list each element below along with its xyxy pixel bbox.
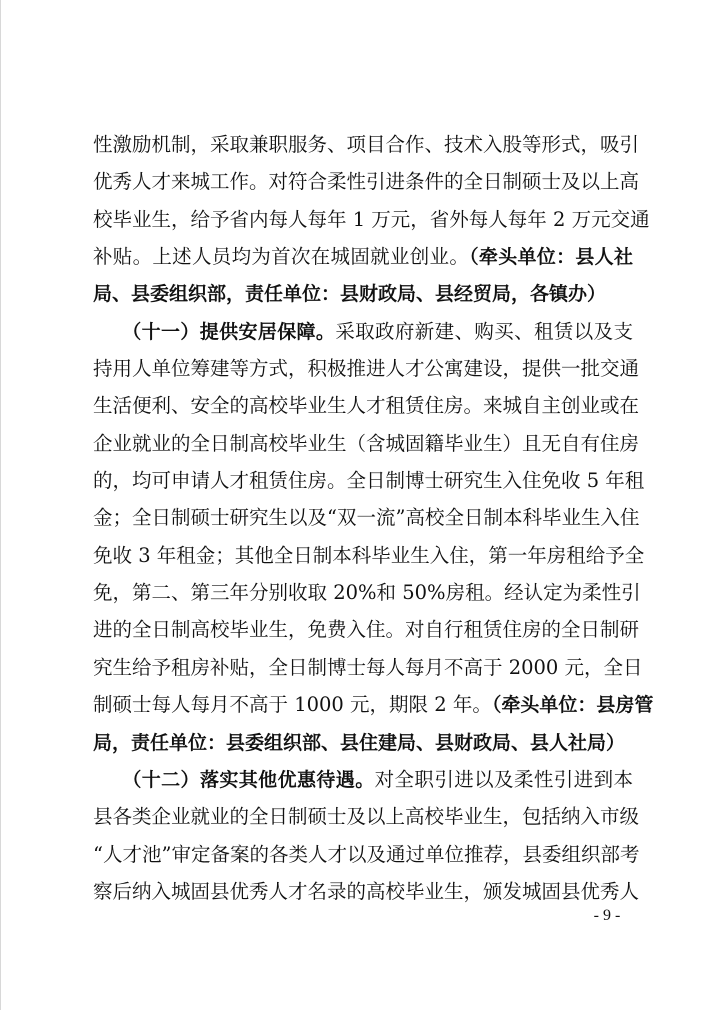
text-segment: 县各类企业就业的全日制硕士及以上高校毕业生，包括纳入市级 xyxy=(93,805,640,829)
text-segment: 进的全日制高校毕业生，免费入住。对自行租赁住房的全日制研 xyxy=(93,618,640,642)
bold-text-segment: （十一）提供安居保障。 xyxy=(93,320,336,343)
text-line xyxy=(93,686,654,723)
text-line xyxy=(93,387,640,424)
text-line xyxy=(93,574,641,611)
bold-text-segment: 局，责任单位：县委组织部、县住建局、县财政局、县人社局） xyxy=(93,731,626,754)
text-segment: 企业就业的全日制高校毕业生（含城固籍毕业生）且无自有住房 xyxy=(93,431,640,455)
bold-text-segment: （牵头单位：县房管 xyxy=(491,694,654,717)
text-segment: 性激励机制，采取兼职服务、项目合作、技术入股等形式，吸引 xyxy=(93,133,640,156)
text-line xyxy=(93,761,633,798)
text-line xyxy=(93,499,640,536)
text-line xyxy=(93,798,640,835)
text-segment: 察后纳入城固县优秀人才名录的高校毕业生，颁发城固县优秀人 xyxy=(93,879,640,903)
text-line xyxy=(93,724,633,761)
text-segment: 金；全日制硕士研究生以及“双一流”高校全日制本科毕业生入住 xyxy=(93,506,640,530)
bold-text-segment: （牵头单位：县人社 xyxy=(469,246,633,269)
text-segment: “人才池”审定备案的各类人才以及通过单位推荐，县委组织部考 xyxy=(93,842,640,866)
text-segment: 生活便利、安全的高校毕业生人才租赁住房。来城自主创业或在 xyxy=(93,394,640,418)
text-line xyxy=(93,537,645,574)
document-body xyxy=(93,126,654,910)
text-line xyxy=(93,313,633,350)
text-line xyxy=(93,462,645,499)
text-segment: 制硕士每人每月不高于 1000 元，期限 2 年。 xyxy=(93,693,492,717)
text-segment: 校毕业生，给予省内每人每年 1 万元，省外每人每年 2 万元交通 xyxy=(93,207,650,231)
text-segment: 的，均可申请人才租赁住房。全日制博士研究生入住免收 5 年租 xyxy=(93,469,645,493)
text-segment: 补贴。上述人员均为首次在城固就业创业。 xyxy=(93,245,470,269)
text-segment: 免，第二、第三年分别收取 20%和 50%房租。经认定为柔性引 xyxy=(93,581,641,605)
text-line xyxy=(93,201,650,238)
text-segment: 优秀人才来城工作。对符合柔性引进条件的全日制硕士及以上高 xyxy=(93,170,640,194)
text-line xyxy=(93,238,633,275)
bold-text-segment: （十二）落实其他优惠待遇。 xyxy=(93,768,375,791)
text-segment: 对全职引进以及柔性引进到本 xyxy=(374,767,633,791)
text-line xyxy=(93,350,640,387)
text-segment: 采取政府新建、购买、租赁以及支 xyxy=(335,319,633,343)
text-line xyxy=(93,275,633,312)
text-segment: 究生给予租房补贴，全日制博士每人每月不高于 2000 元，全日 xyxy=(93,655,643,679)
text-line xyxy=(93,425,640,462)
text-line xyxy=(93,163,640,200)
text-line xyxy=(93,873,640,910)
page-number: - 9 - xyxy=(593,907,621,924)
text-segment: 持用人单位筹建等方式，积极推进人才公寓建设，提供一批交通 xyxy=(93,357,640,381)
text-segment: 免收 3 年租金；其他全日制本科毕业生入住，第一年房租给予全 xyxy=(93,543,645,567)
text-line xyxy=(93,649,643,686)
bold-text-segment: 局、县委组织部，责任单位：县财政局、县经贸局，各镇办） xyxy=(93,283,607,306)
text-line xyxy=(93,126,640,163)
text-line xyxy=(93,611,640,648)
text-line xyxy=(93,836,640,873)
